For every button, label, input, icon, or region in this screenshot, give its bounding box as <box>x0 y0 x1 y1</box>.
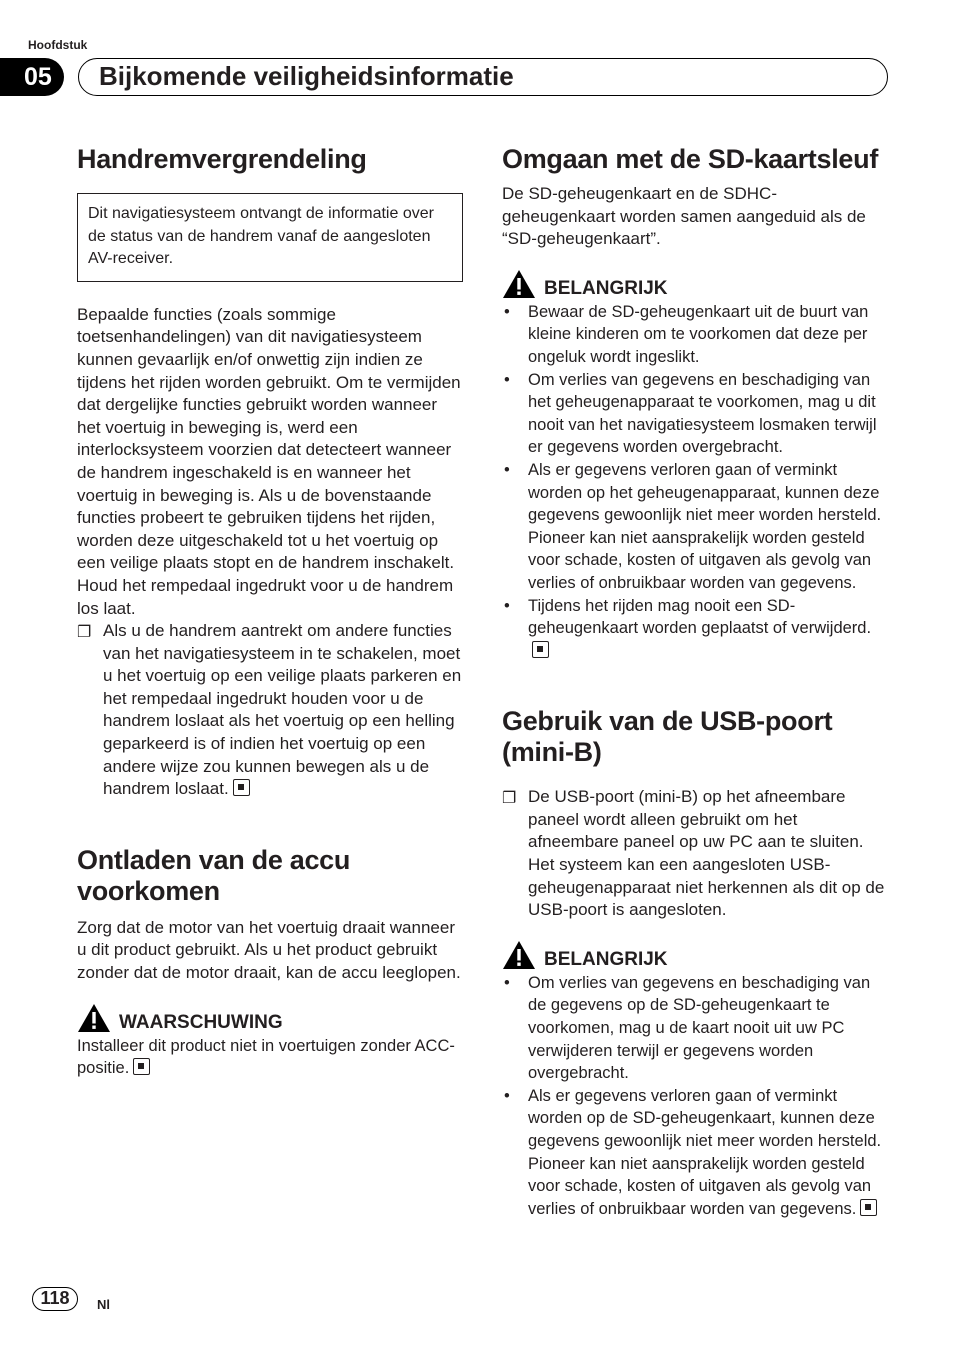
section-end-icon <box>233 779 250 796</box>
list-item: • Om verlies van gegevens en beschadiging van het geheugenapparaat te voorkomen, mag u dit nooit van het navigatiesysteem losmaken terwijl er gegevens worden overgebracht. <box>502 369 888 459</box>
note-item <box>502 786 888 922</box>
list-item-last <box>502 595 888 663</box>
section-end-icon <box>133 1058 150 1075</box>
language-code: Nl <box>97 1297 110 1312</box>
section-body: De SD-geheugenkaart en de SDHC-geheugenkaart worden samen aangeduid als de “SD-geheugenkaart”. <box>502 184 866 249</box>
list-item: • Om verlies van gegevens en beschadiging van de gegevens op de SD-geheugenkaart te voorkomen, mag u de kaart nooit uit uw PC verwijderen terwijl er gegevens worden overgebracht. <box>502 972 888 1085</box>
note-text: De USB-poort (mini-B) op het afneembare paneel wordt alleen gebruikt om het afneembare paneel op uw PC aan te sluiten. Het systeem kan een aangesloten USB-geheugenapparaat niet herkennen als dit op de USB-poort is aangesloten. <box>528 787 885 920</box>
warning-text: Installeer dit product niet in voertuigen zonder ACC-positie. <box>77 1036 455 1078</box>
section-title: Omgaan met de SD-kaartsleuf <box>502 144 879 174</box>
list-item-text: Tijdens het rijden mag nooit een SD-geheugenkaart worden geplaatst of verwijderd. <box>528 596 872 638</box>
chapter-label: Hoofdstuk <box>28 38 88 52</box>
info-box <box>77 193 463 282</box>
section-handremvergrendeling <box>77 144 463 801</box>
section-end-icon <box>532 641 549 658</box>
warning-triangle-icon <box>502 940 536 970</box>
chapter-title: Bijkomende veiligheidsinformatie <box>78 58 888 96</box>
note-box-icon: ❐ <box>502 790 517 808</box>
section-sd-kaartsleuf <box>502 144 888 662</box>
info-box-text: Dit navigatiesysteem ontvangt de informatie over de status van de handrem vanaf de aangesloten AV-receiver. <box>88 205 434 268</box>
warning-triangle-icon <box>77 1003 111 1033</box>
important-title: BELANGRIJK <box>544 277 668 299</box>
section-title: Ontladen van de accu voorkomen <box>77 844 351 906</box>
chapter-number: 05 <box>0 58 64 96</box>
section-body: Zorg dat de motor van het voertuig draait wanneer u dit product gebruikt. Als u het product gebruikt zonder dat de motor draait, kan de accu leeglopen. <box>77 917 461 983</box>
section-accu <box>77 845 463 1080</box>
left-column <box>77 140 463 1080</box>
warning-title: WAARSCHUWING <box>119 1011 283 1033</box>
important-title: BELANGRIJK <box>544 948 668 970</box>
important-heading <box>502 269 888 299</box>
warning-text-wrap <box>77 1035 463 1080</box>
page-number: 118 <box>32 1287 78 1311</box>
section-usb-poort <box>502 706 888 1220</box>
section-title: Handremvergrendeling <box>77 144 367 174</box>
note-box-icon: ❐ <box>77 624 92 642</box>
important-list <box>502 972 888 1221</box>
important-list <box>502 301 888 663</box>
list-item: • Als er gegevens verloren gaan of verminkt worden op het geheugenapparaat, kunnen deze gegevens gewoonlijk niet meer worden hersteld. Pioneer kan niet aansprakelijk worden gesteld voor schade, kosten of uitgaven als gevolg van verlies of onbruikbaar worden van gegevens. <box>502 459 888 595</box>
note-text: Als u de handrem aantrekt om andere functies van het navigatiesysteem in te schakelen, moet u het voertuig op een veilige plaats parkeren en het rempedaal ingedrukt houden voor u de handrem loslaat als het voertuig op een helling geparkeerd is of indien het voertuig op een andere wijze zou kunnen bewegen als u de handrem loslaat. <box>103 621 462 799</box>
warning-heading <box>77 1003 463 1033</box>
right-column <box>502 140 888 1220</box>
section-end-icon <box>860 1199 877 1216</box>
warning-triangle-icon <box>502 269 536 299</box>
list-item-last <box>502 1085 888 1221</box>
list-item-text: Als er gegevens verloren gaan of verminkt worden op de SD-geheugenkaart, kunnen deze gegevens gewoonlijk niet meer worden hersteld. Pioneer kan niet aansprakelijk worden gesteld voor schade, kosten of uitgaven als gevolg van verlies of onbruikbaar worden van gegevens. <box>528 1086 882 1218</box>
section-body: Bepaalde functies (zoals sommige toetsenhandelingen) van dit navigatiesysteem kunnen gevaarlijk en/of onwettig zijn indien ze tijdens het rijden worden gebruikt. Om te vermijden dat dergelijke functies gebruikt worden wanneer het voertuig in beweging is, werd een interlocksysteem voorzien dat detecteert wanneer de handrem ingeschakeld is en wanneer het voertuig in beweging is. Als u de bovenstaande functies probeert te gebruiken tijdens het rijden, worden deze uitgeschakeld tot u het voertuig op een veilige plaats stopt en de handrem inschakelt. Houd het rempedaal ingedrukt voor u de handrem los laat. <box>77 304 461 618</box>
note-item <box>77 620 463 801</box>
important-heading <box>502 940 888 970</box>
section-title: Gebruik van de USB-poort (mini-B) <box>502 706 833 768</box>
list-item: • Bewaar de SD-geheugenkaart uit de buurt van kleine kinderen om te voorkomen dat deze per ongeluk wordt ingeslikt. <box>502 301 888 369</box>
